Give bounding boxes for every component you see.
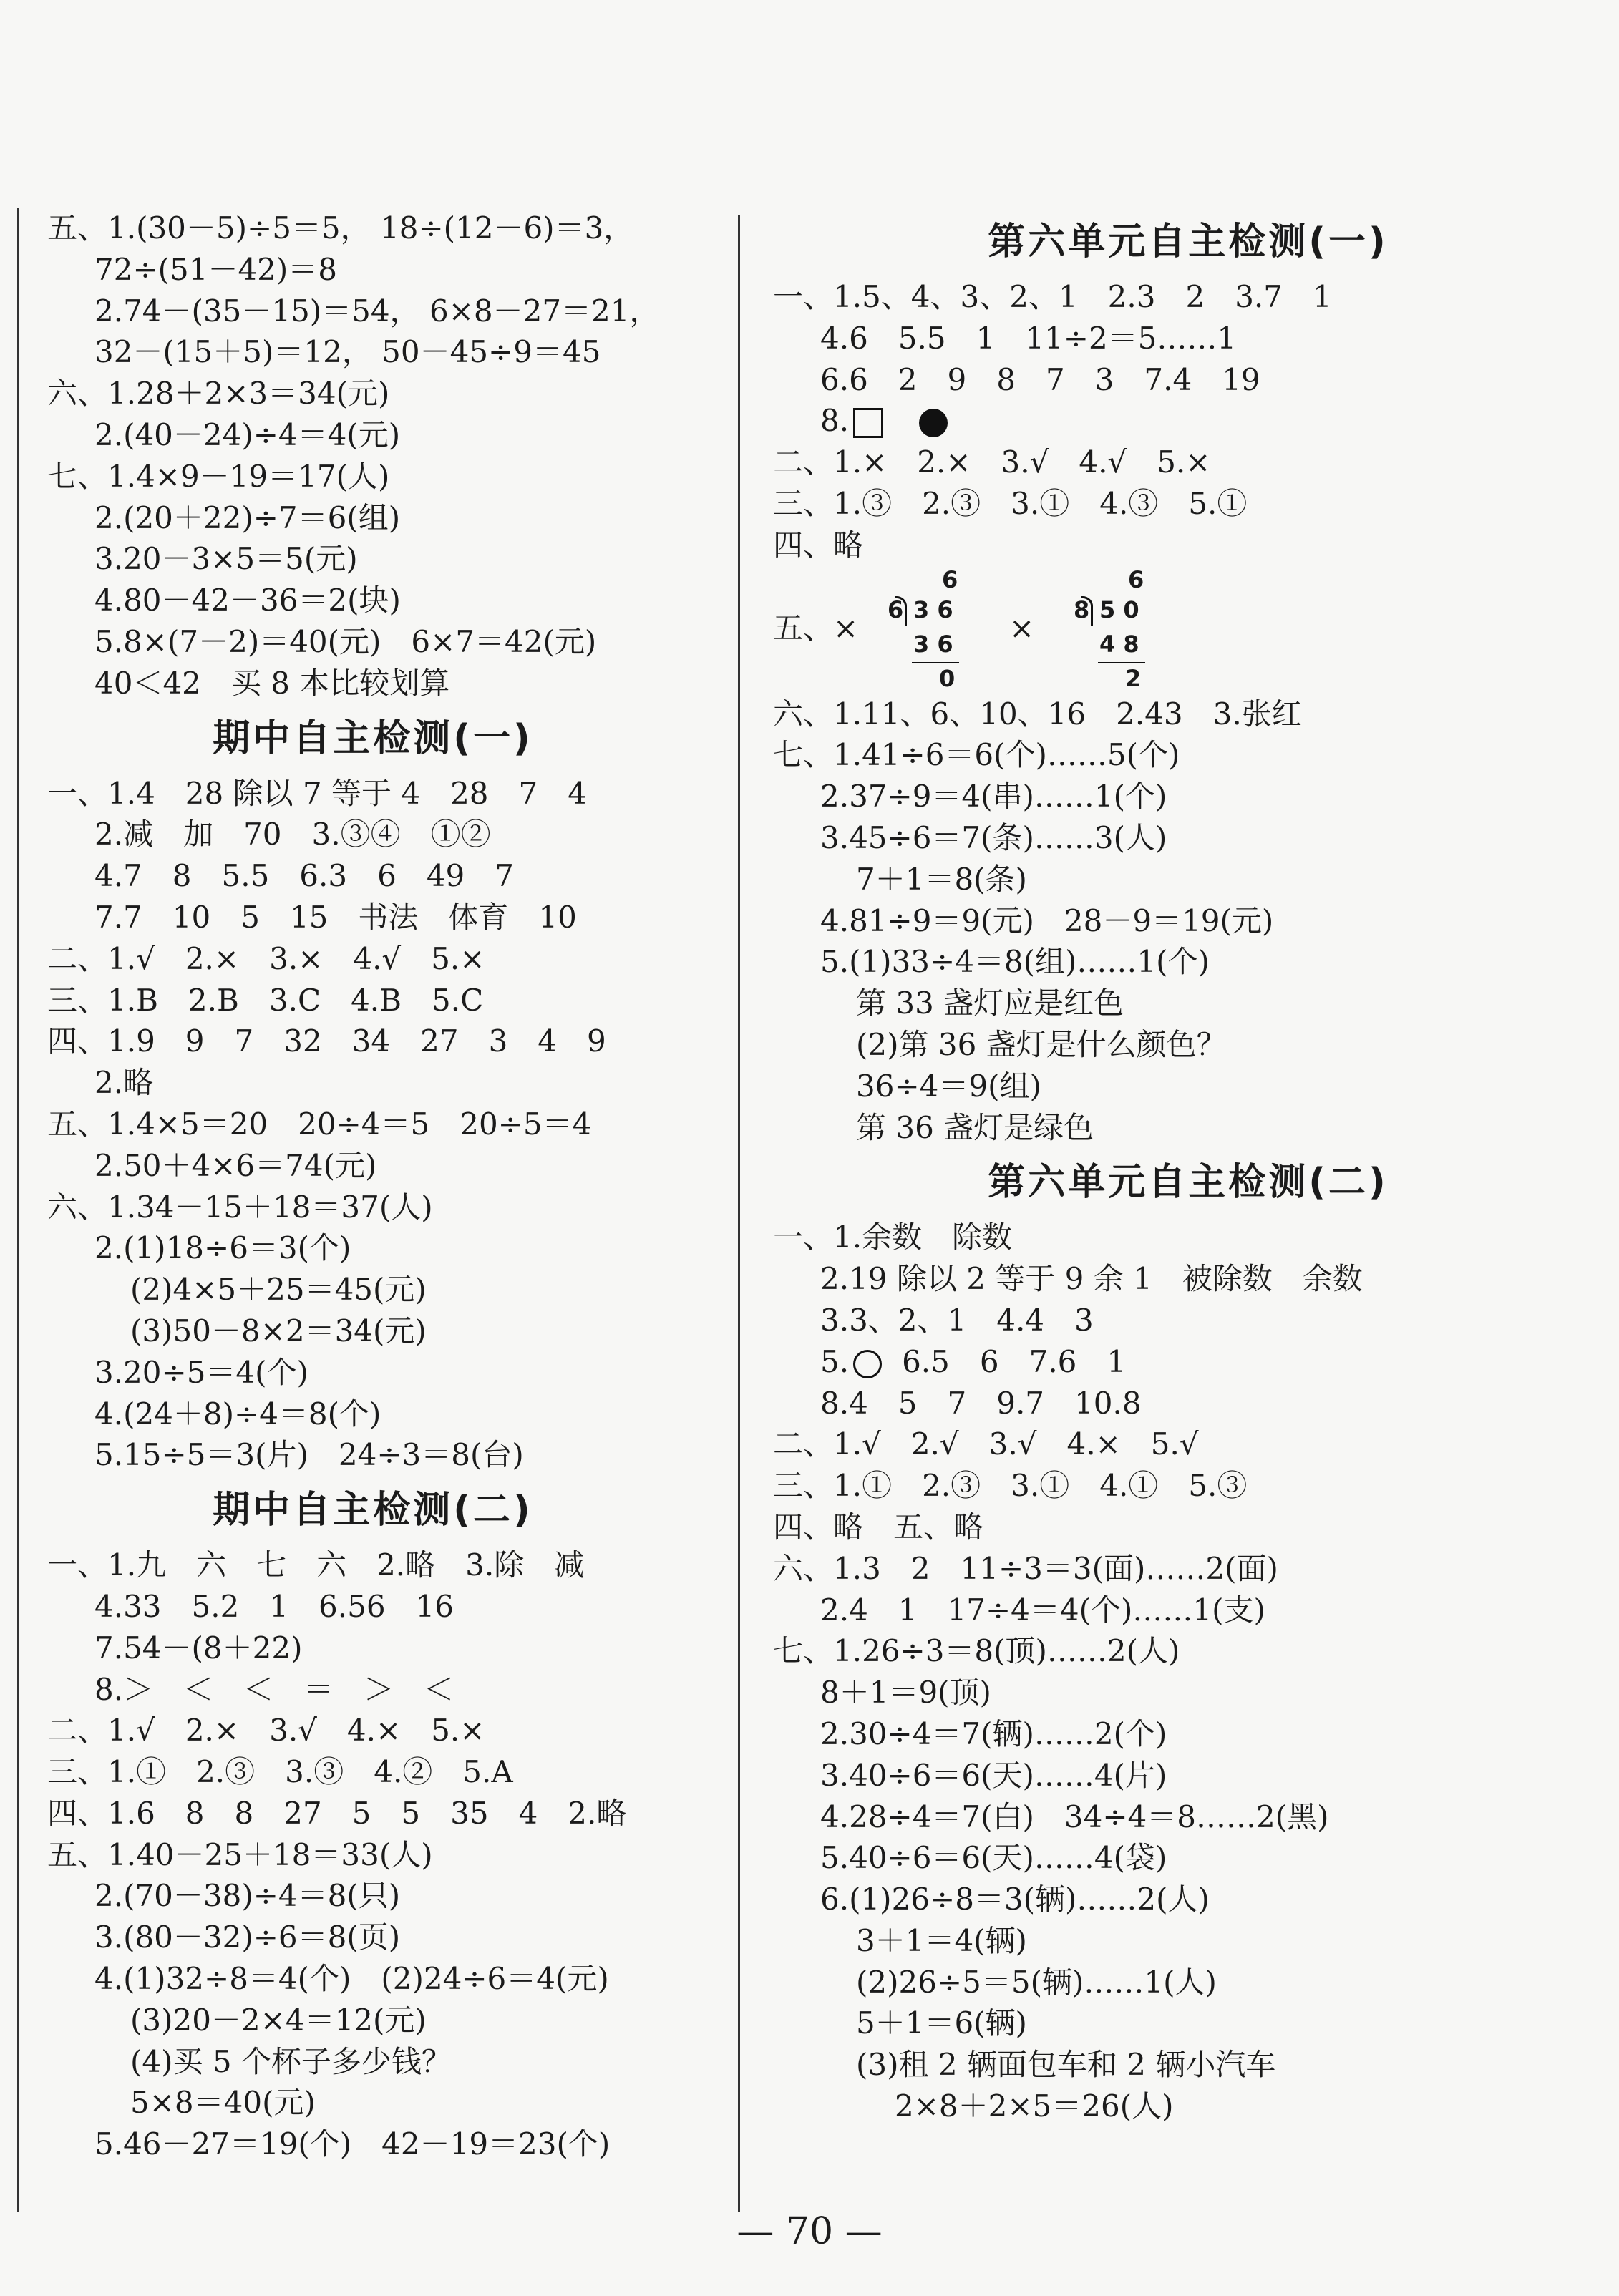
answer-line: (4)买 5 个杯子多少钱？ [130, 2043, 452, 2079]
answer-line: 三、1.③ 2.③ 3.① 4.③ 5.① [773, 485, 1248, 521]
answer-line: 四、略 [773, 527, 864, 563]
remainder: 2 [1125, 664, 1142, 692]
divisor: 6 [888, 595, 904, 623]
left-column [47, 208, 727, 2165]
answer-line: 四、略 五、略 [773, 1509, 984, 1545]
long-division-row [773, 566, 1603, 694]
answer-line: 五、1.40－25＋18＝33(人) [47, 1837, 433, 1872]
answer-line: (3)20－2×4＝12(元) [130, 2002, 427, 2038]
answer-line: (3)50－8×2＝34(元) [130, 1313, 427, 1348]
answer-line: 32－(15＋5)＝12， 50－45÷9＝45 [94, 334, 601, 370]
left-margin-rule [17, 208, 19, 2212]
answer-line: 7.7 10 5 15 书法 体育 10 [94, 899, 577, 935]
answer-line: 六、1.28＋2×3＝34(元) [47, 376, 390, 412]
answer-line: 2.(70－38)÷4＝8(只) [94, 1878, 401, 1914]
answer-line: 72÷(51－42)＝8 [94, 251, 338, 287]
answer-line: 2.4 1 17÷4＝4(个)……1(支) [820, 1592, 1265, 1628]
division-bracket [1081, 596, 1093, 626]
answer-line: 2.(1)18÷6＝3(个) [94, 1230, 351, 1266]
answer-text: × [1009, 610, 1035, 646]
answer-line: 2×8＋2×5＝26(人) [895, 2088, 1174, 2124]
answer-line: 六、1.34－15＋18＝37(人) [47, 1189, 433, 1225]
answer-line: 4.6 5.5 1 11÷2＝5……1 [820, 320, 1237, 356]
answer-line: 2.减 加 70 3.③④ ①② [94, 817, 491, 852]
answer-text: 8. [820, 403, 850, 439]
circle-shape-icon [853, 1350, 882, 1378]
answer-line: 5.8×(7－2)＝40(元) 6×7＝42(元) [94, 623, 597, 659]
answer-text: 6.5 6 7.6 1 [902, 1343, 1127, 1379]
answer-line: 2.74－(35－15)＝54， 6×8－27＝21， [94, 293, 660, 329]
remainder: 0 [939, 664, 956, 692]
answer-line: (2)4×5＋25＝45(元) [130, 1272, 427, 1308]
answer-line: 三、1.B 2.B 3.C 4.B 5.C [47, 982, 484, 1018]
answer-line: (2)26÷5＝5(辆)……1(人) [856, 1964, 1217, 2000]
answer-line: 2.37÷9＝4(串)……1(个) [820, 779, 1167, 814]
answer-line [773, 1341, 1603, 1383]
product: 3 6 [913, 630, 953, 658]
product: 4 8 [1099, 630, 1139, 658]
answer-line: 三、1.① 2.③ 3.① 4.① 5.③ [773, 1468, 1248, 1504]
divisor: 8 [1074, 595, 1090, 623]
answer-line: 8.＞ ＜ ＜ ＝ ＞ ＜ [94, 1671, 454, 1707]
answer-line: 七、1.41÷6＝6(个)……5(个) [773, 737, 1180, 773]
section-heading-midterm-1: 期中自主检测(一) [213, 716, 533, 760]
answer-line: 四、1.9 9 7 32 34 27 3 4 9 [47, 1023, 606, 1059]
answer-line: 2.(40－24)÷4＝4(元) [94, 417, 401, 452]
answer-line: 5＋1＝6(辆) [856, 2005, 1027, 2041]
answer-line: 4.33 5.2 1 6.56 16 [94, 1588, 454, 1624]
answer-line: 4.(24＋8)÷4＝8(个) [94, 1396, 381, 1431]
column-divider [738, 215, 740, 2212]
subtraction-line [1098, 662, 1145, 663]
long-division-2 [1074, 566, 1181, 694]
answer-line: 五、1.4×5＝20 20÷4＝5 20÷5＝4 [47, 1106, 592, 1142]
answer-line: 6.6 2 9 8 7 3 7.4 19 [820, 361, 1260, 397]
square-shape-icon [853, 408, 883, 438]
long-division-1 [888, 566, 995, 694]
answer-line: 第 33 盏灯应是红色 [856, 986, 1124, 1021]
answer-line: 5.(1)33÷4＝8(组)……1(个) [820, 944, 1210, 980]
answer-line: 二、1.× 2.× 3.√ 4.√ 5.× [773, 444, 1211, 480]
answer-line: 7.54－(8＋22) [94, 1630, 303, 1665]
answer-line: 六、1.3 2 11÷3＝3(面)……2(面) [773, 1550, 1278, 1586]
answer-line: 4.80－42－36＝2(块) [94, 583, 401, 618]
answer-line: 七、1.26÷3＝8(顶)……2(人) [773, 1633, 1180, 1669]
answer-line: 3.3、2、1 4.4 3 [820, 1302, 1094, 1338]
answer-line: 5.15÷5＝3(片) 24÷3＝8(台) [94, 1437, 524, 1473]
answer-line: 3.20÷5＝4(个) [94, 1354, 308, 1390]
answer-line: 4.28÷4＝7(白) 34÷4＝8……2(黑) [820, 1799, 1329, 1834]
answer-line: 二、1.√ 2.× 3.√ 4.× 5.× [47, 1713, 485, 1748]
answer-line [773, 400, 1603, 442]
section-heading-unit6-1: 第六单元自主检测(一) [988, 220, 1389, 263]
answer-line: 六、1.11、6、10、16 2.43 3.张红 [773, 696, 1302, 731]
answer-line: 2.19 除以 2 等于 9 余 1 被除数 余数 [820, 1261, 1363, 1297]
answer-line: 七、1.4×9－19＝17(人) [47, 458, 390, 494]
answer-line: 8＋1＝9(顶) [820, 1675, 991, 1711]
subtraction-line [912, 662, 959, 663]
answer-line: 二、1.√ 2.× 3.× 4.√ 5.× [47, 940, 485, 976]
answer-line: 2.50＋4×6＝74(元) [94, 1147, 377, 1183]
answer-line: 三、1.① 2.③ 3.③ 4.② 5.A [47, 1754, 513, 1790]
dividend: 3 6 [913, 595, 953, 623]
answer-line: 36÷4＝9(组) [856, 1068, 1041, 1104]
answer-line: 8.4 5 7 9.7 10.8 [820, 1385, 1142, 1421]
answer-line: 五、1.(30－5)÷5＝5， 18÷(12－6)＝3， [47, 210, 634, 245]
answer-line: 一、1.5、4、3、2、1 2.3 2 3.7 1 [773, 279, 1332, 314]
answer-line: 4.7 8 5.5 6.3 6 49 7 [94, 858, 514, 894]
answer-line: 7＋1＝8(条) [856, 861, 1027, 897]
section-heading-unit6-2: 第六单元自主检测(二) [988, 1161, 1389, 1205]
answer-line: (3)租 2 辆面包车和 2 辆小汽车 [856, 2047, 1276, 2083]
quotient: 6 [1128, 565, 1144, 593]
answer-line: 5×8＝40(元) [130, 2085, 316, 2121]
filled-circle-icon [919, 409, 948, 437]
answer-line: 40＜42 买 8 本比较划算 [94, 665, 450, 701]
answer-text: 五、× [773, 610, 859, 646]
answer-line: 2.(20＋22)÷7＝6(组) [94, 500, 401, 535]
dividend: 5 0 [1099, 595, 1139, 623]
answer-line: 第 36 盏灯是绿色 [856, 1109, 1094, 1145]
answer-line: 3.(80－32)÷6＝8(页) [94, 1920, 401, 1955]
answer-line: 3.40÷6＝6(天)……4(片) [820, 1757, 1167, 1793]
page-number: — 70 — [736, 2210, 883, 2253]
answer-line: 3.45÷6＝7(条)……3(人) [820, 819, 1167, 855]
answer-line: 四、1.6 8 8 27 5 5 35 4 2.略 [47, 1795, 627, 1831]
division-bracket [895, 596, 907, 626]
answer-line: 4.81÷9＝9(元) 28－9＝19(元) [820, 903, 1274, 938]
answer-line: 3＋1＝4(辆) [856, 1922, 1027, 1958]
quotient: 6 [942, 565, 958, 593]
answer-text: 5. [820, 1343, 850, 1379]
answer-line: 5.40÷6＝6(天)……4(袋) [820, 1840, 1167, 1876]
right-column [773, 208, 1603, 2127]
answer-line: 二、1.√ 2.√ 3.√ 4.× 5.√ [773, 1426, 1199, 1462]
answer-line: 2.30÷4＝7(辆)……2(个) [820, 1716, 1167, 1751]
answer-line: 一、1.九 六 七 六 2.略 3.除 减 [47, 1547, 585, 1583]
answer-line: 3.20－3×5＝5(元) [94, 541, 358, 577]
answer-line: 6.(1)26÷8＝3(辆)……2(人) [820, 1882, 1210, 1917]
answer-line: 一、1.4 28 除以 7 等于 4 28 7 4 [47, 775, 587, 811]
answer-line: 一、1.余数 除数 [773, 1220, 1013, 1255]
answer-line: (2)第 36 盏灯是什么颜色？ [856, 1026, 1227, 1062]
section-heading-midterm-2: 期中自主检测(二) [213, 1489, 533, 1532]
answer-line: 2.略 [94, 1065, 154, 1101]
answer-line: 4.(1)32÷8＝4(个) (2)24÷6＝4(元) [94, 1961, 609, 1997]
answer-line: 5.46－27＝19(个) 42－19＝23(个) [94, 2126, 611, 2162]
